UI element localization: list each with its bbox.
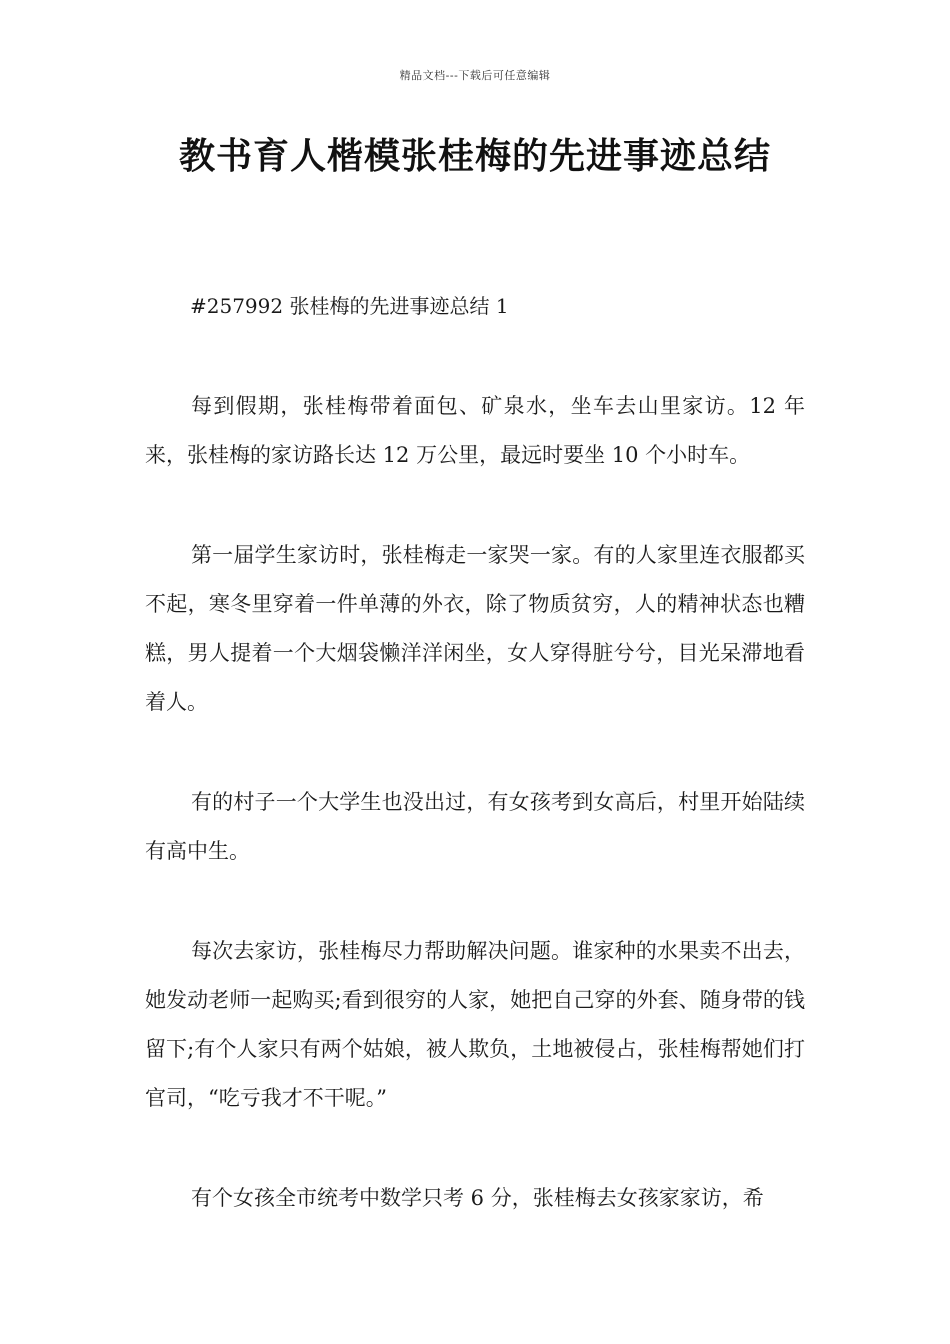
document-body (145, 382, 805, 1274)
paragraph: 有的村子一个大学生也没出过，有女孩考到女高后，村里开始陆续有高中生。 (145, 790, 805, 863)
header-note: 精品文档---下载后可任意编辑 (399, 69, 551, 82)
section-heading: #257992 张桂梅的先进事迹总结 1 (190, 294, 509, 318)
paragraph: 有个女孩全市统考中数学只考 6 分，张桂梅去女孩家家访，希 (191, 1186, 764, 1210)
paragraph: 第一届学生家访时，张桂梅走一家哭一家。有的人家里连衣服都买不起，寒冬里穿着一件单薄的外衣，除了物质贫穷，人的精神状态也糟糕，男人提着一个大烟袋懒洋洋闲坐，女人穿得脏兮兮，目光呆滞地看着人。 (145, 543, 805, 714)
paragraph: 每次去家访，张桂梅尽力帮助解决问题。谁家种的水果卖不出去，她发动老师一起购买;看到很穷的人家，她把自己穿的外套、随身带的钱留下;有个人家只有两个姑娘，被人欺负，土地被侵占，张桂梅帮她们打官司，“吃亏我才不干呢。” (145, 939, 805, 1110)
paragraph: 每到假期，张桂梅带着面包、矿泉水，坐车去山里家访。12 年来，张桂梅的家访路长达 12 万公里，最远时要坐 10 个小时车。 (145, 394, 805, 467)
document-title: 教书育人楷模张桂梅的先进事迹总结 (178, 136, 771, 177)
